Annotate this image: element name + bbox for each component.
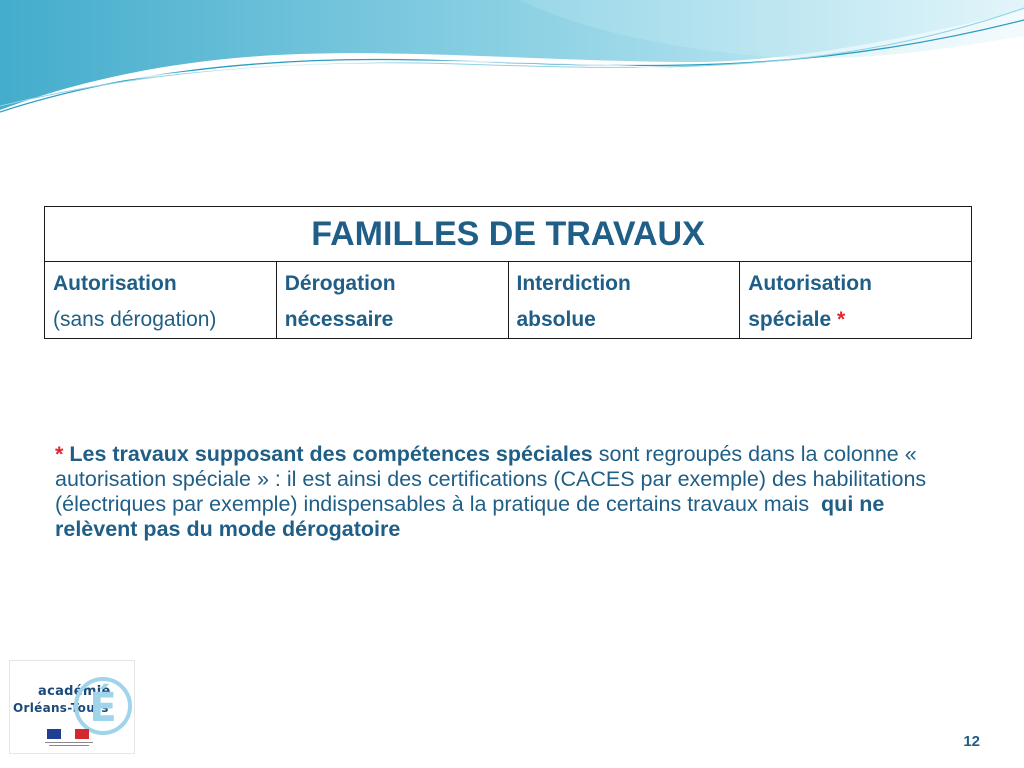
footnote-bold-intro: Les travaux supposant des compétences spéciales xyxy=(69,442,593,466)
republique-francaise-motto-icon xyxy=(43,741,95,748)
academie-e-emblem-icon xyxy=(72,673,134,737)
column-derogation-necessaire xyxy=(276,262,508,339)
academie-orleans-tours-logo xyxy=(9,660,135,754)
logo-emblem-letter: É xyxy=(89,685,117,731)
footnote-body: sont regroupés dans la colonne « autorisation spéciale » : il est ainsi des certifications (CACES par exemple) des habilitations (électriques par exemple) indispensables à la pratique de certains travaux mais xyxy=(55,442,927,516)
cell-line2: (sans dérogation) xyxy=(53,308,217,331)
table-header: FAMILLES DE TRAVAUX xyxy=(45,207,972,262)
footnote-paragraph xyxy=(55,442,955,542)
logo-word-academie: académie xyxy=(38,684,111,699)
cell-line2-text: spéciale xyxy=(748,308,832,331)
page-number: 12 xyxy=(963,733,980,750)
column-autorisation-sans-derogation xyxy=(45,262,277,339)
families-de-travaux-table xyxy=(44,206,972,339)
footnote-asterisk: * xyxy=(55,442,64,466)
header-wave-decoration xyxy=(0,0,1024,140)
asterisk-marker: * xyxy=(837,308,846,331)
column-interdiction-absolue xyxy=(508,262,740,339)
cell-line1: Autorisation xyxy=(53,272,177,295)
cell-line1: Autorisation xyxy=(748,272,872,295)
cell-line1: Interdiction xyxy=(516,272,631,295)
column-autorisation-speciale xyxy=(740,262,972,339)
footnote-bold-end: qui ne relèvent pas du mode dérogatoire xyxy=(55,492,885,541)
cell-line2 xyxy=(748,302,963,338)
cell-line2: nécessaire xyxy=(284,308,394,331)
cell-line1: Dérogation xyxy=(284,272,396,295)
logo-word-orleans-tours: Orléans-Tours xyxy=(13,701,109,715)
cell-line2: absolue xyxy=(516,308,596,331)
republique-francaise-flag-icon xyxy=(47,729,89,739)
